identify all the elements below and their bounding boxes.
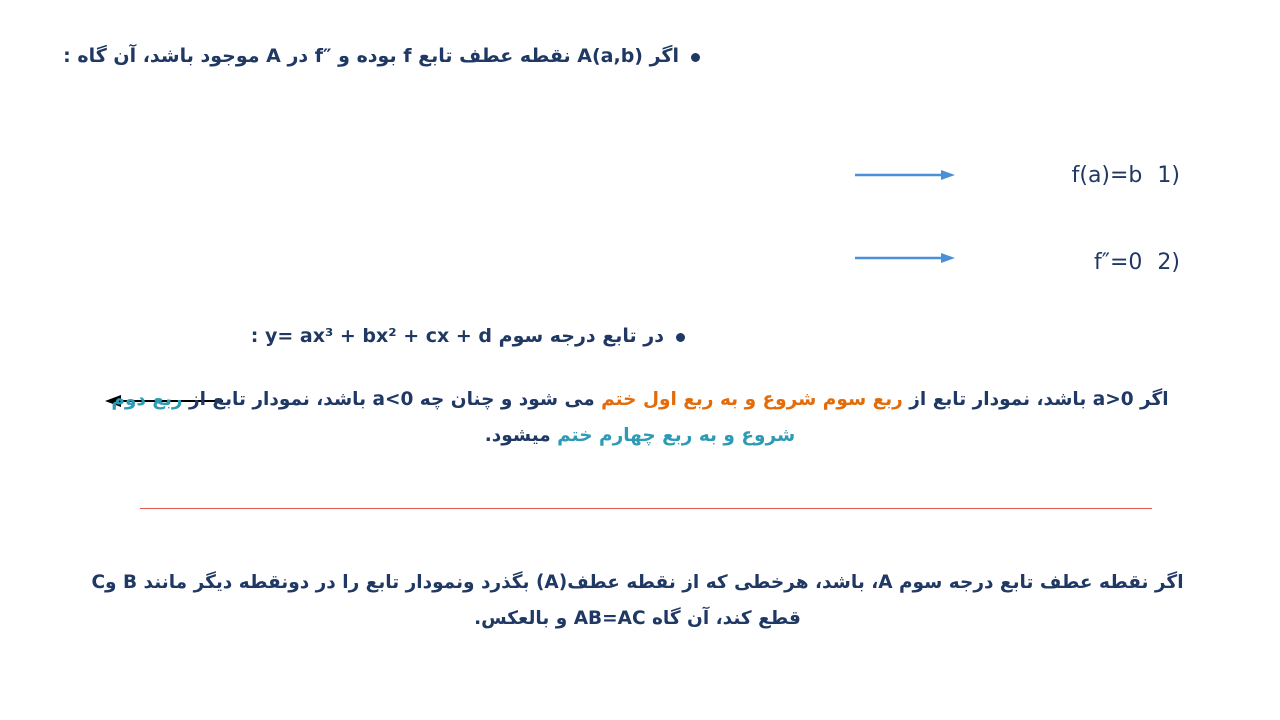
formula-number-1: (1 bbox=[1157, 163, 1180, 188]
para-a-sign-highlight1: ربع سوم شروع و به ربع اول ختم bbox=[601, 389, 903, 410]
formula-item-1 bbox=[1072, 163, 1180, 188]
arrow-right-icon bbox=[855, 251, 955, 265]
formula-expression-1: f(a)=b bbox=[1071, 163, 1143, 188]
para-a-sign-part3: میشود. bbox=[484, 425, 558, 447]
bullet-item-inflection-condition bbox=[63, 42, 700, 71]
bullet-dot-icon bbox=[676, 333, 685, 342]
bullet-item-cubic-function bbox=[251, 322, 685, 351]
arrow-right-icon bbox=[855, 168, 955, 182]
paragraph-a-sign-rule bbox=[95, 382, 1185, 454]
para-a-sign-highlight2: ربع دوم شروع و به ربع چهارم ختم bbox=[111, 389, 796, 447]
formula-expression-2: f″=0 bbox=[1094, 250, 1143, 275]
formula-number-2: (2 bbox=[1157, 250, 1180, 275]
bullet-item-label: در تابع درجه سوم y= ax³ + bx² + cx + d : bbox=[250, 325, 664, 347]
formula-item-2 bbox=[1094, 250, 1180, 275]
paragraph-inflection-rule: اگر نقطه عطف تابع درجه سوم A، باشد، هرخطی که از نقطه عطف(A) بگذرد ونمودار تابع را در دونقطه دیگر مانند B وC قطع کند، آن گاه AB=AC و بالعکس. bbox=[91, 572, 1184, 630]
horizontal-divider bbox=[140, 508, 1152, 509]
bullet-dot-icon bbox=[691, 53, 700, 62]
para-a-sign-part2: می شود و چنان چه a<0 باشد، نمودار تابع از bbox=[182, 389, 602, 410]
para-a-sign-part1: اگر a>0 باشد، نمودار تابع از bbox=[902, 389, 1169, 410]
bullet-item-label: اگر A(a,b) نقطه عطف تابع f بوده و ″f در A موجود باشد، آن گاه : bbox=[63, 45, 679, 67]
